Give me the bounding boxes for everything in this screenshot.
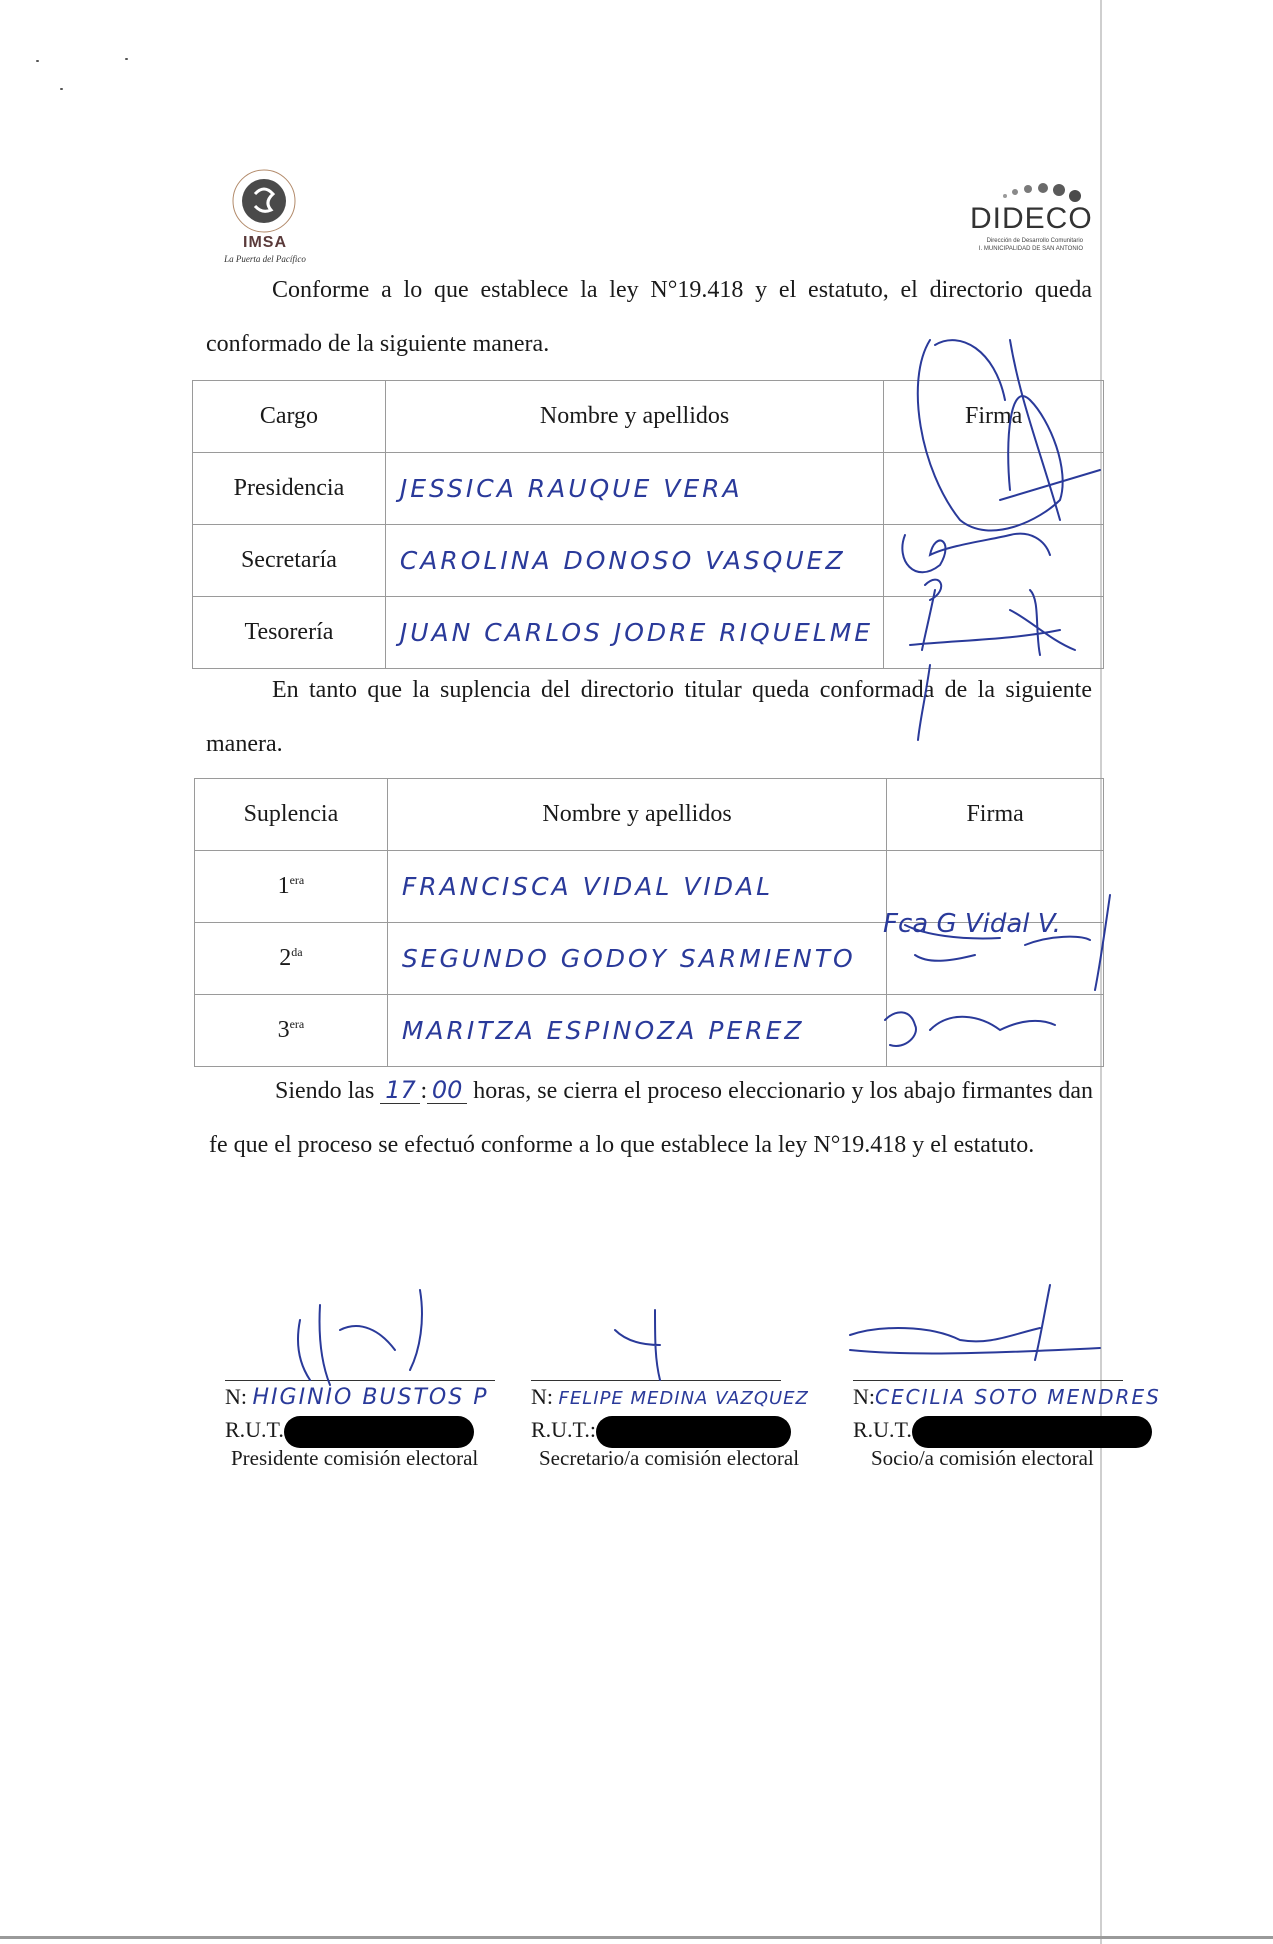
directorio-table (192, 380, 1104, 669)
signatory-role: Socio/a comisión electoral (871, 1446, 1094, 1470)
rut-label: R.U.T. (225, 1417, 284, 1443)
header-suplencia: Suplencia (195, 779, 388, 851)
time-separator: : (420, 1078, 428, 1104)
suplencia-table (194, 778, 1104, 1067)
signature-presidente-comision (298, 1290, 422, 1385)
header-nombre: Nombre y apellidos (387, 779, 886, 851)
order-number: 3 (277, 1017, 290, 1043)
signature-line (531, 1380, 781, 1381)
order-number: 2 (279, 945, 292, 971)
minutes-field: 00 (427, 1077, 467, 1104)
table-row (195, 995, 1104, 1067)
signatory-name: FELIPE MEDINA VAZQUEZ (558, 1388, 809, 1409)
signature-socio-comision (850, 1285, 1100, 1360)
signatory-name: HIGINIO BUSTOS P (252, 1385, 489, 1410)
name-label: N: (225, 1384, 247, 1409)
signatory-name: CECILIA SOTO MENDRES (875, 1385, 1161, 1409)
redacted-rut (596, 1416, 791, 1448)
dideco-municipality: I. MUNICIPALIDAD DE SAN ANTONIO (978, 246, 1083, 252)
name-label: N: (531, 1384, 553, 1409)
header-nombre: Nombre y apellidos (385, 381, 883, 453)
nombre-cell: FRANCISCA VIDAL VIDAL (387, 851, 886, 923)
municipal-seal-icon (231, 168, 297, 234)
table-row (193, 525, 1104, 597)
cargo-cell: Secretaría (193, 525, 386, 597)
header-cargo: Cargo (193, 381, 386, 453)
suplencia-order-cell (195, 995, 388, 1067)
rut-row (225, 1416, 474, 1448)
header-firma: Firma (887, 779, 1104, 851)
firma-cell (887, 923, 1104, 995)
signature-secretario-comision (615, 1310, 660, 1380)
name-row (225, 1384, 488, 1410)
suplencia-paragraph (206, 663, 1092, 771)
rut-label: R.U.T. (853, 1417, 912, 1443)
rut-row (853, 1416, 1152, 1448)
name-row (531, 1384, 809, 1410)
imsa-logo (205, 168, 325, 268)
redacted-rut (284, 1416, 474, 1448)
scan-bottom-line (0, 1936, 1273, 1939)
table-row (193, 597, 1104, 669)
closing-paragraph (209, 1064, 1093, 1172)
scan-speck (125, 58, 128, 60)
header-firma: Firma (884, 381, 1104, 453)
order-number: 1 (277, 873, 290, 899)
firma-cell (884, 525, 1104, 597)
dideco-brand: DIDECO (970, 202, 1093, 235)
firma-cell (884, 453, 1104, 525)
signatory-role: Secretario/a comisión electoral (539, 1446, 800, 1470)
table-header-row (195, 779, 1104, 851)
rut-row (531, 1416, 791, 1448)
table-row (195, 923, 1104, 995)
suplencia-order-cell (195, 851, 388, 923)
imsa-name: IMSA (243, 234, 287, 251)
hour-field: 17 (380, 1077, 420, 1104)
imsa-motto: La Puerta del Pacífico (224, 254, 306, 264)
signature-suplente-1: Fca G Vidal V. (883, 909, 1061, 939)
scan-speck (36, 60, 39, 62)
nombre-cell: CAROLINA DONOSO VASQUEZ (385, 525, 883, 597)
signature-line (225, 1380, 495, 1381)
nombre-cell: JESSICA RAUQUE VERA (385, 453, 883, 525)
name-label: N: (853, 1384, 875, 1409)
closing-before: Siendo las (275, 1078, 375, 1104)
intro-paragraph (206, 263, 1092, 371)
table-header-row (193, 381, 1104, 453)
signature-line (853, 1380, 1123, 1381)
order-suffix: era (289, 1017, 305, 1031)
order-suffix: era (289, 873, 305, 887)
closing-after: horas, se cierra el proceso eleccionario y los abajo firmantes dan fe que el proceso se efectuó conforme a lo que establece la ley N°19.418 y el estatuto. (209, 1078, 1094, 1158)
order-suffix: da (291, 945, 303, 959)
scan-speck (60, 88, 63, 90)
name-row (853, 1384, 1161, 1410)
table-row (193, 453, 1104, 525)
firma-cell (887, 995, 1104, 1067)
dideco-logo (965, 178, 1093, 258)
signatory-role: Presidente comisión electoral (231, 1446, 479, 1470)
nombre-cell: JUAN CARLOS JODRE RIQUELME (385, 597, 883, 669)
cargo-cell: Presidencia (193, 453, 386, 525)
cargo-cell: Tesorería (193, 597, 386, 669)
firma-cell (887, 851, 1104, 923)
suplencia-order-cell (195, 923, 388, 995)
firma-cell (884, 597, 1104, 669)
nombre-cell: MARITZA ESPINOZA PEREZ (387, 995, 886, 1067)
suplencia-text: En tanto que la suplencia del directorio titular queda conformada de la siguiente manera. (206, 677, 1092, 757)
rut-label: R.U.T.: (531, 1417, 596, 1443)
dideco-subtitle: Dirección de Desarrollo Comunitario (986, 238, 1083, 244)
intro-text: Conforme a lo que establece la ley N°19.418 y el estatuto, el directorio queda conformado de la siguiente manera. (206, 277, 1092, 357)
table-row (195, 851, 1104, 923)
redacted-rut (912, 1416, 1152, 1448)
nombre-cell: SEGUNDO GODOY SARMIENTO (387, 923, 886, 995)
